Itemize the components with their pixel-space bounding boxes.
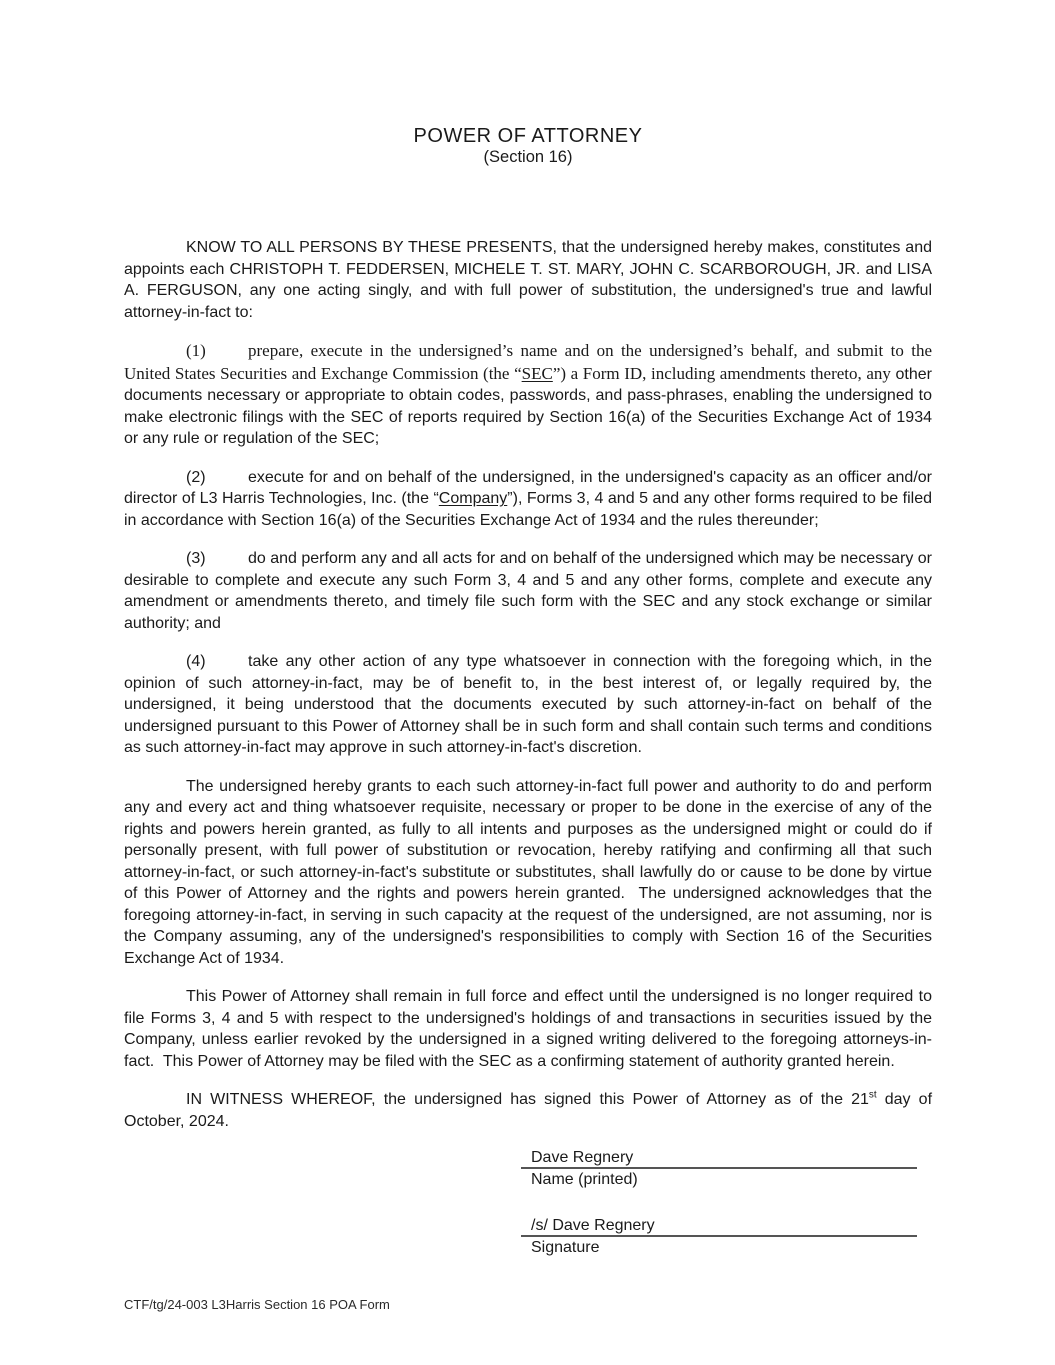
signature-label: Signature: [531, 1238, 600, 1256]
signature-block: [521, 1149, 917, 1258]
document-title: POWER OF ATTORNEY: [413, 125, 643, 147]
paragraph-witness: IN WITNESS WHEREOF, the undersigned has signed this Power of Attorney as of the 21st day of October, 2024.: [124, 1089, 933, 1130]
printed-name-value: Dave Regnery: [521, 1149, 917, 1169]
paragraph-item-3: (3) do and perform any and all acts for and on behalf of the undersigned which may be necessary or desirable to complete and execute any such Form 3, 4 and 5 and any other forms, complete and execute any amendment or amendments thereto, and timely file such form with the SEC and any stock exchange or similar authority; and: [124, 550, 932, 632]
printed-name-label: Name (printed): [531, 1171, 638, 1188]
paragraph-grant-of-authority: The undersigned hereby grants to each such attorney-in-fact full power and authority to do and perform any and every act and thing whatsoever requisite, necessary or proper to be done in the exercise of any of the rights and powers herein granted, as fully to all intents and purposes as the undersigned might or could do if personally present, with full power of substitution or revocation, hereby ratifying and confirming all that such attorney-in-fact, or such attorney-in-fact's substitute or substitutes, shall lawfully do or cause to be done by virtue of this Power of Attorney and the rights and powers herein granted. The undersigned acknowledges that the foregoing attorney-in-fact, in serving in such capacity at the request of the undersigned, are not assuming, nor is the Company assuming, any of the undersigned's responsibilities to comply with Section 16 of the Securities Exchange Act of 1934.: [124, 777, 932, 967]
paragraph-duration: This Power of Attorney shall remain in full force and effect until the undersigned is no longer required to file Forms 3, 4 and 5 with respect to the undersigned's holdings of and transactions in securities issued by the Company, unless earlier revoked by the undersigned in a signed writing delivered to the foregoing attorneys-in-fact. This Power of Attorney may be filed with the SEC as a confirming statement of authority granted herein.: [124, 988, 932, 1070]
paragraph-item-1: (1) prepare, execute in the undersigned’s name and on the undersigned’s behalf, and submit to the United States Securities and Exchange Commission (the “SEC”) a Form ID, including amendments thereto, any other documents necessary or appropriate to obtain codes, passwords, and pass-phrases, enabling the undersigned to make electronic filings with the SEC of reports required by Section 16(a) of the Securities Exchange Act of 1934 or any rule or regulation of the SEC;: [124, 341, 932, 447]
paragraph-preamble: KNOW TO ALL PERSONS BY THESE PRESENTS, that the undersigned hereby makes, constitutes and appoints each CHRISTOPH T. FEDDERSEN, MICHELE T. ST. MARY, JOHN C. SCARBOROUGH, JR. and LISA A. FERGUSON, any one acting singly, and with full power of substitution, the undersigned's true and lawful attorney-in-fact to:: [124, 239, 932, 321]
paragraph-item-2: (2) execute for and on behalf of the undersigned, in the undersigned's capacity as an officer and/or director of L3 Harris Technologies, Inc. (the “Company”), Forms 3, 4 and 5 and any other forms required to be filed in accordance with Section 16(a) of the Securities Exchange Act of 1934 and the rules thereunder;: [124, 468, 932, 529]
signature-value: /s/ Dave Regnery: [521, 1217, 917, 1237]
paragraph-item-4: (4) take any other action of any type whatsoever in connection with the foregoing which, in the opinion of such attorney-in-fact, may be of benefit to, in the best interest of, or legally required by, the undersigned, it being understood that the documents executed by such attorney-in-fact on behalf of the undersigned pursuant to this Power of Attorney shall be in such form and shall contain such terms and conditions as such attorney-in-fact may approve in such attorney-in-fact's discretion.: [124, 653, 932, 756]
footer-form-reference: CTF/tg/24-003 L3Harris Section 16 POA Form: [124, 1297, 390, 1312]
document-subtitle: (Section 16): [483, 148, 573, 166]
document-content: [124, 125, 932, 1258]
